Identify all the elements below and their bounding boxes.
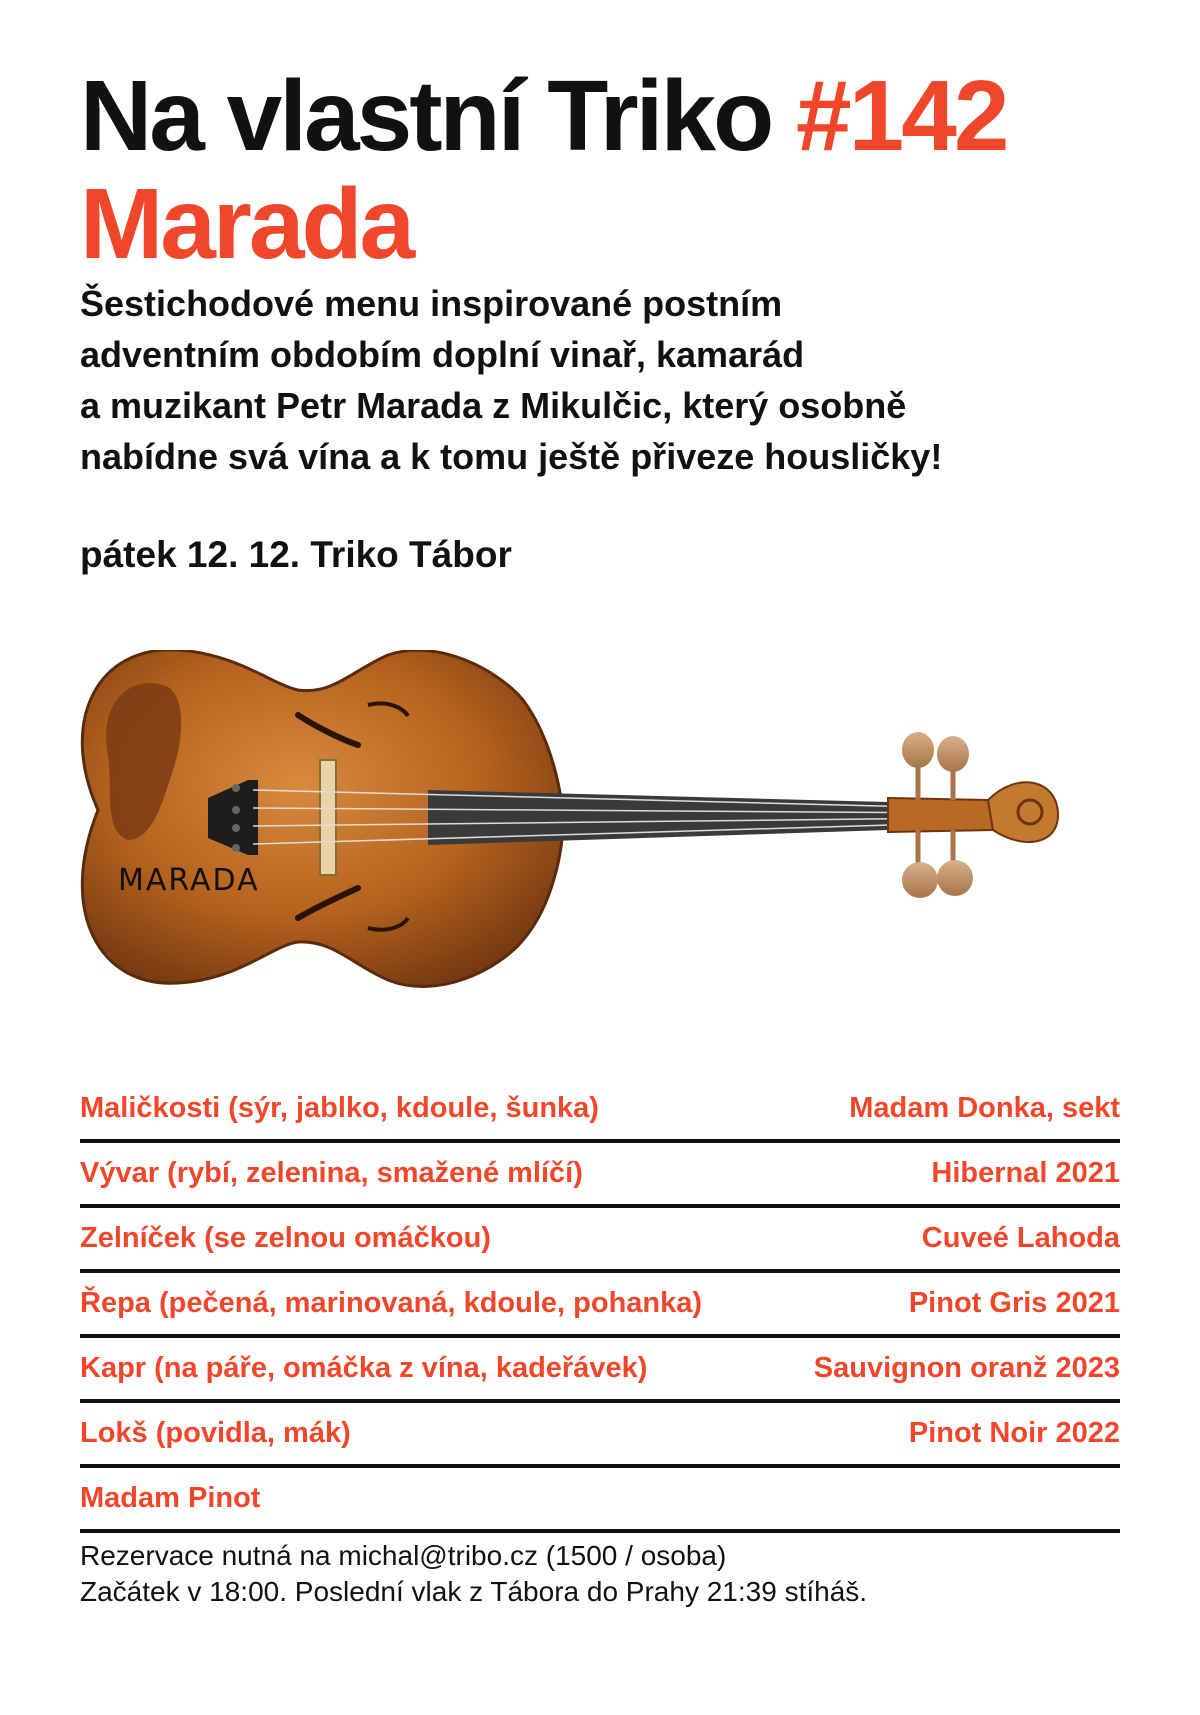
footer-info [80, 1538, 1140, 1610]
menu-dish: Vývar (rybí, zelenina, smažené mlíčí) [80, 1157, 583, 1189]
menu-wine: Pinot Gris 2021 [908, 1287, 1120, 1319]
menu-dish: Madam Pinot [80, 1482, 261, 1514]
intro-text [80, 278, 1140, 482]
menu-wine: Cuveé Lahoda [921, 1222, 1120, 1254]
peg [937, 736, 969, 772]
violin-icon [58, 650, 1148, 1010]
menu-wine: Pinot Noir 2022 [908, 1417, 1120, 1449]
menu-dish: Kapr (na páře, omáčka z vína, kadeřávek) [80, 1352, 648, 1384]
event-date-place: pátek 12. 12. Triko Tábor [80, 534, 512, 575]
menu-row [80, 1078, 1120, 1143]
peg [937, 860, 973, 896]
menu-row [80, 1403, 1120, 1468]
menu-row [80, 1468, 1120, 1533]
menu-dish: Lokš (povidla, mák) [80, 1417, 351, 1449]
event-title-text: Na vlastní Triko [80, 60, 772, 172]
menu-row [80, 1143, 1120, 1208]
pegbox [888, 798, 993, 832]
intro-line: Šestichodové menu inspirované postním [80, 283, 783, 324]
scroll [988, 782, 1058, 842]
start-time-note: Začátek v 18:00. Poslední vlak z Tábora do Prahy 21:39 stíháš. [80, 1576, 868, 1607]
menu-wine: Madam Donka, sekt [849, 1092, 1120, 1124]
event-number: #142 [795, 60, 1007, 172]
menu-wine: Sauvignon oranž 2023 [813, 1352, 1120, 1384]
intro-line: nabídne svá vína a k tomu ještě přiveze housličky! [80, 436, 943, 477]
peg [902, 862, 938, 898]
menu-dish: Maličkosti (sýr, jablko, kdoule, šunka) [80, 1092, 599, 1124]
violin-label: MARADA [118, 863, 260, 898]
reservation-note: Rezervace nutná na michal@tribo.cz (1500 / osoba) [80, 1540, 727, 1571]
peg [902, 732, 934, 768]
intro-line: a muzikant Petr Marada z Mikulčic, který osobně [80, 385, 907, 426]
event-subtitle: Marada [80, 168, 413, 280]
intro-line: adventním obdobím doplní vinař, kamarád [80, 334, 805, 375]
menu-dish: Zelníček (se zelnou omáčkou) [80, 1222, 491, 1254]
menu-list [80, 1078, 1120, 1533]
menu-row [80, 1273, 1120, 1338]
bridge [320, 760, 336, 875]
menu-dish: Řepa (pečená, marinovaná, kdoule, pohanka) [80, 1287, 703, 1319]
menu-row [80, 1338, 1120, 1403]
event-title [80, 62, 1006, 170]
menu-wine: Hibernal 2021 [931, 1157, 1120, 1189]
menu-row [80, 1208, 1120, 1273]
